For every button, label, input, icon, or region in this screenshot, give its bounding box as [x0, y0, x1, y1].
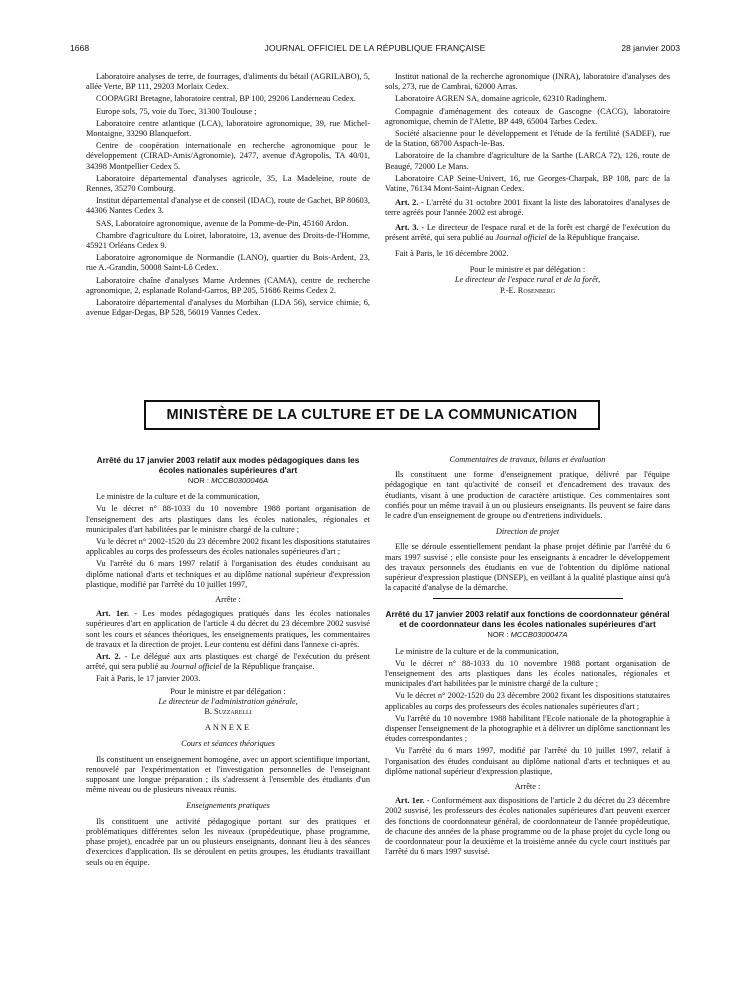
article-text: - Le délégué aux arts plastiques est chargé de l'exécution du présent arrêté, qui sera publié au [86, 652, 371, 672]
lab-entry: Laboratoire départemental d'analyses du Morbihan (LDA 56), service chimie, 6, avenue Edgar-Degas, BP 528, 56019 Vannes Cedex. [86, 298, 370, 318]
article-label: Art. 1er. [96, 609, 129, 619]
signature-delegation: Pour le ministre et par délégation : [469, 265, 586, 275]
lab-entry: Laboratoire agronomique de Normandie (LANO), quartier du Bois-Ardent, 23, rue A.-Grandin, 50008 Saint-Lô Cedex. [86, 253, 370, 273]
bottom-left-column [86, 455, 370, 870]
separator-rule [433, 598, 623, 599]
page-number: 1668 [70, 43, 90, 53]
journal-ref: Journal officiel [170, 662, 222, 672]
visa: Vu l'arrêté du 10 novembre 1988 habilitant l'Ecole nationale de la photographie à dispenser l'enseignement de la photographie et à délivrer un diplôme sanctionnant les études correspondantes ; [385, 713, 670, 744]
visa: Le ministre de la culture et de la communication, [96, 492, 260, 502]
section-title: Cours et séances théoriques [181, 739, 275, 749]
lab-entry: Laboratoire chaîne d'analyses Marne Ardennes (CAMA), centre de recherche agronomique, 2, esplanade Roland-Garros, BP 205, 51686 Reims Cedex 2. [86, 275, 370, 295]
annexe-title: ANNEXE [204, 723, 252, 733]
journal-ref: Journal officiel [495, 232, 547, 242]
section-title: Commentaires de travaux, bilans et évaluation [449, 455, 606, 464]
section-text: Ils constituent une forme d'enseignement pratique, délivré par l'équipe pédagogique en tant qu'activité de conseil et d'encadrement des travaux des étudiants, visant à une production de caractère artistique. Ces commentaires sont confiés pour un même travail à un ou plusieurs enseignants. Ils peuvent se faire dans le cadre d'un enseignement de groupe ou d'entretiens individuels. [385, 470, 670, 521]
lab-entry: Institut départemental d'analyse et de conseil (IDAC), route de Gachet, BP 80603, 44306 Nantes Cedex 3. [86, 196, 370, 216]
visa: Vu le décret n° 2002-1520 du 23 décembre 2002 fixant les dispositions statutaires applicables au corps des professeurs des écoles nationales supérieures d'art ; [86, 537, 370, 557]
visa: Vu le décret n° 88-1033 du 10 novembre 1988 portant organisation de l'enseignement des arts plastiques dans les écoles nationales, régionales et municipales d'art habilitées par le ministre chargé de la culture ; [86, 504, 370, 534]
visa: Vu l'arrêté du 6 mars 1997, modifié par l'arrêté du 10 juillet 1997, relatif à l'organisation des études conduisant au diplôme national d'arts et techniques et au diplôme national supérieur d'expression plastique, [385, 746, 670, 776]
lab-entry: Compagnie d'aménagement des coteaux de Gascogne (CACG), laboratoire agronomique, chemin de l'Alette, BP 449, 65004 Tarbes Cedex. [385, 106, 670, 126]
journal-title: JOURNAL OFFICIEL DE LA RÉPUBLIQUE FRANÇAISE [264, 43, 486, 53]
arrete-word: Arrête : [514, 782, 541, 792]
section-title: Enseignements pratiques [186, 801, 270, 811]
nor-label: NOR : [487, 630, 511, 640]
signature-name: B. Suzzarelli [204, 707, 252, 717]
lab-entry: Chambre d'agriculture du Loiret, laboratoire, 13, avenue des Droits-de-l'Homme, 45921 Orléans Cedex 9. [86, 230, 370, 251]
signature-block [86, 687, 370, 718]
bottom-right-column [385, 455, 670, 860]
article-text: - Les modes pédagogiques pratiqués dans les écoles nationales supérieures d'art en application de l'article 4 du décret du 23 décembre 2002 susvisé sont les cours et séances théoriques, les enseignements pratiques, les commentaires de travaux et la direction de projet. Leur contenu est défini dans l'annexe ci-après. [86, 609, 371, 649]
nor-reference [385, 630, 670, 640]
lab-entry: Institut national de la recherche agronomique (INRA), laboratoire d'analyses des sols, 273, rue de Cambrai, 62000 Arras. [385, 72, 670, 92]
section-title: Direction de projet [495, 527, 560, 537]
top-left-column [86, 72, 370, 320]
signature-delegation: Pour le ministre et par délégation : [170, 686, 286, 696]
article-text: de la République française. [221, 662, 315, 672]
signature-title: Le directeur de l'espace rural et de la forêt, [454, 275, 601, 285]
nor-code: MCCB0300046A [211, 476, 269, 485]
arrete-word: Arrête : [215, 595, 241, 605]
signature-name: P.-E. Rosenberg [499, 285, 556, 295]
article-label: Art. 2. [96, 652, 121, 662]
article-text: - Conformément aux dispositions de l'article 2 du décret du 23 décembre 2002 susvisé, les professeurs des écoles nationales supérieures d'art peuvent exercer des fonctions de coordonnateur général, de coordonnateur de l'année propédeutique, de chacune des années de la phase programme ou de la phase projet du cycle long ou de coordonnateur pour la deuxième et la troisième année du cycle court institués par l'arrêté du 6 mars 1997 susvisé. [385, 796, 671, 857]
section-text: Ils constituent un enseignement homogène, avec un apport scientifique important, renouvelé par l'expérimentation et l'investigation personnelles de l'enseignant supposant une longue préparation ; ils s'adressent à l'ensemble des étudiants d'un même niveau ou de plusieurs niveaux réunis. [86, 754, 370, 795]
lab-entry: COOPAGRI Bretagne, laboratoire central, BP 100, 29206 Landerneau Cedex. [96, 94, 356, 104]
place-date: Fait à Paris, le 16 décembre 2002. [395, 249, 509, 259]
article-2 [86, 652, 370, 672]
issue-date: 28 janvier 2003 [621, 43, 680, 53]
arrete-title: Arrêté du 17 janvier 2003 relatif aux modes pédagogiques dans les écoles nationales supérieures d'art [96, 455, 360, 475]
top-right-column [385, 72, 670, 300]
visa: Vu le décret n° 2002-1520 du 23 décembre 2002 fixant les dispositions statutaires applicables au corps des professeurs des écoles nationales supérieures d'art ; [385, 691, 670, 711]
lab-entry: Centre de coopération internationale en recherche agronomique pour le développement (CIRAD-Amis/Agronomie), 2477, avenue d'Agropolis, TA 40/01, 34398 Montpellier Cedex 5. [86, 141, 370, 171]
article-1 [86, 609, 370, 650]
article-text: - Le directeur de l'espace rural et de la forêt est chargé de l'exécution du présent arrêté, qui sera publié au [385, 222, 670, 242]
section-text: Ils constituent une activité pédagogique portant sur des pratiques et problématiques différentes selon les niveaux (propédeutique, phase programme, phase projet), encadrée par un ou plusieurs enseignants, donnant lieu à des séances d'exercices d'application. Ils se déroulent en petits groupes, les étudiants travaillant seuls ou en équipe. [86, 816, 370, 867]
signature-title: Le directeur de l'administration générale, [158, 696, 298, 706]
signature-block [385, 265, 670, 296]
lab-entry: Europe sols, 75, voie du Toec, 31300 Toulouse ; [96, 106, 257, 116]
article-1 [385, 796, 670, 857]
section-text: Elle se déroule essentiellement pendant la phase projet définie par l'arrêté du 6 mars 1997 susvisé ; elle consiste pour les enseignants à encadrer le développement des travaux personnels des étudiants en vue de l'obtention du diplôme national supérieur d'expression plastique (DNSEP), en veillant à la qualité plastique ainsi qu'à la capacité d'analyse de la démarche. [385, 542, 670, 593]
nor-label: NOR : [187, 476, 212, 485]
nor-reference [86, 476, 370, 486]
place-date: Fait à Paris, le 17 janvier 2003. [96, 674, 201, 684]
article-3 [385, 223, 670, 243]
article-text: de la République française. [546, 232, 640, 242]
lab-entry: Laboratoire départemental d'analyses agricole, 35, La Madeleine, route de Rennes, 35270 Combourg. [86, 173, 370, 194]
lab-entry: Laboratoire CAP Seine-Univert, 16, rue Georges-Charpak, BP 108, parc de la Vatine, 76134 Mont-Saint-Aignan Cedex. [385, 173, 670, 194]
page-header [70, 43, 680, 57]
ministry-banner: MINISTÈRE DE LA CULTURE ET DE LA COMMUNICATION [144, 400, 600, 430]
article-label: Art. 1er. [395, 796, 425, 806]
article-text: - L'arrêté du 31 octobre 2001 fixant la liste des laboratoires d'analyses de terre agréés pour l'année 2002 est abrogé. [385, 198, 670, 218]
visa: Vu le décret n° 88-1033 du 10 novembre 1988 portant organisation de l'enseignement des arts plastiques dans les écoles nationales, régionales et municipales d'art habilitées par le ministre chargé de la culture ; [385, 658, 670, 689]
visa: Vu l'arrêté du 6 mars 1997 relatif à l'organisation des études conduisant au diplôme national d'arts et techniques et au diplôme national supérieur d'expression plastique, modifié par l'arrêté du 10 juillet 1997, [86, 559, 370, 589]
lab-entry: Laboratoire analyses de terre, de fourrages, d'aliments du bétail (AGRILABO), 5, allée Verte, BP 111, 29203 Morlaix Cedex. [86, 72, 370, 92]
lab-entry: Laboratoire AGREN SA, domaine agricole, 62310 Radinghem. [395, 94, 607, 104]
visa: Le ministre de la culture et de la communication, [395, 646, 559, 656]
article-label: Art. 3. [395, 222, 419, 232]
article-label: Art. 2. [395, 198, 419, 208]
article-2 [385, 198, 670, 218]
lab-entry: SAS, Laboratoire agronomique, avenue de la Pomme-de-Pin, 45160 Ardon. [96, 218, 349, 228]
lab-entry: Société alsacienne pour le développement et l'étude de la fertilité (SADEF), rue de la Station, 68700 Aspach-le-Bas. [385, 129, 670, 149]
nor-code: MCCB0300047A [510, 630, 568, 640]
arrete-title: Arrêté du 17 janvier 2003 relatif aux fonctions de coordonnateur général et de coordonnateur dans les écoles nationales supérieures d'art [385, 609, 670, 630]
lab-entry: Laboratoire de la chambre d'agriculture de la Sarthe (LARCA 72), 126, route de Beaugé, 72000 Le Mans. [385, 151, 670, 171]
lab-entry: Laboratoire centre atlantique (LCA), laboratoire agronomique, 39, rue Michel-Montaigne, 33290 Blanquefort. [86, 118, 370, 139]
